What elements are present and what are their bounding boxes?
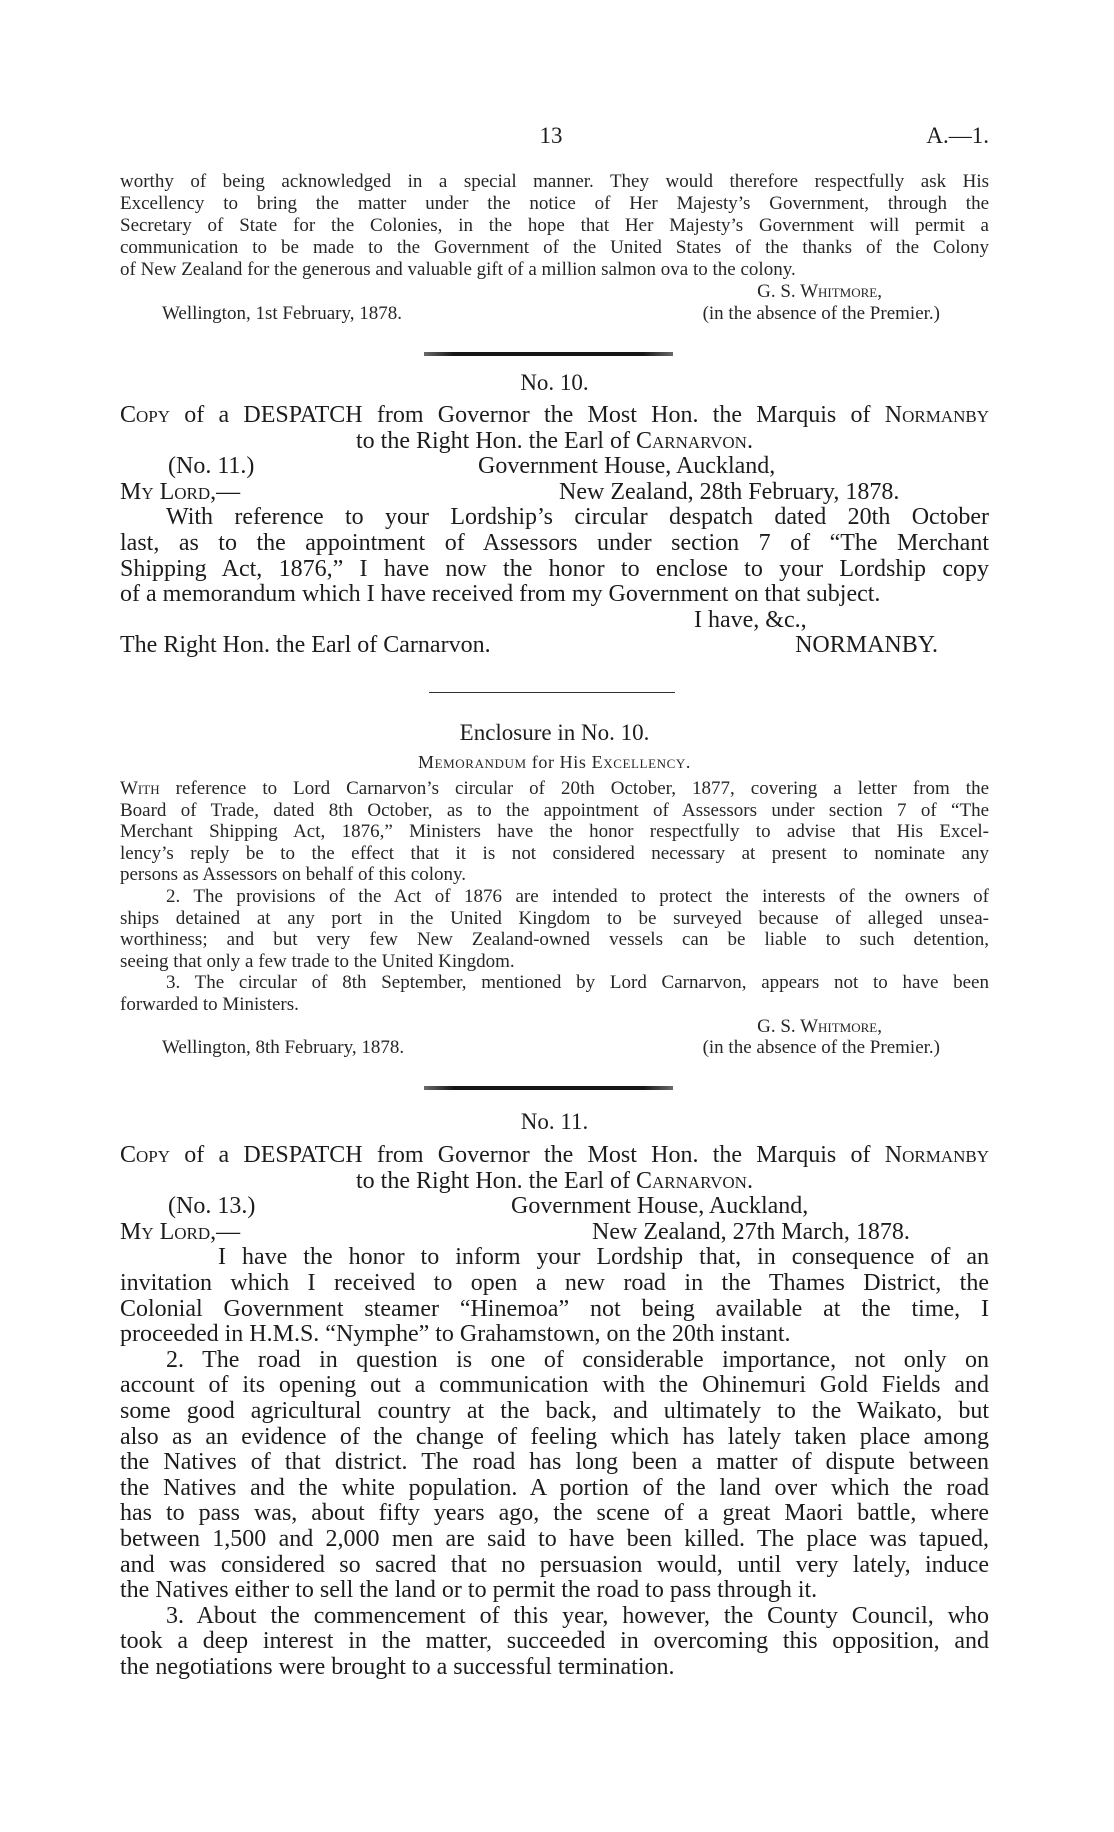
despatch-title-line bbox=[120, 1169, 989, 1195]
body-line: proceeded in H.M.S. “Nymphe” to Grahamstown, on the 20th instant. bbox=[120, 1321, 791, 1348]
memo-line: forwarded to Ministers. bbox=[120, 993, 299, 1015]
signatory-note: (in the absence of the Premier.) bbox=[702, 303, 940, 324]
despatch-title-line bbox=[120, 403, 989, 429]
body-line: 3. About the commencement of this year, however, the County Council, who bbox=[166, 1602, 989, 1629]
paper-code: A.—1. bbox=[926, 123, 989, 148]
body-line: invitation which I received to open a new road in the Thames District, the bbox=[120, 1269, 989, 1296]
memo-text: reference to Lord Carnarvon’s circular of 20th October, 1877, covering a letter from the bbox=[175, 778, 990, 799]
address-row bbox=[120, 454, 989, 480]
body-line: I have the honor to inform your Lordship that, in consequence of an bbox=[218, 1244, 989, 1271]
title-text: to the Right Hon. the Earl of bbox=[356, 1167, 630, 1194]
signature-name: G. S. Whitmore, bbox=[757, 281, 882, 302]
body-line: has to pass was, about fifty years ago, the scene of a great Maori battle, where bbox=[120, 1500, 989, 1527]
body-line: the negotiations were brought to a successful termination. bbox=[120, 1653, 675, 1680]
intro-line: communication to be made to the Government of the United States of the thanks of the Colony bbox=[120, 237, 989, 258]
body-line: Colonial Government steamer “Hinemoa” not being available at the time, I bbox=[120, 1295, 989, 1322]
place-date: Wellington, 8th February, 1878. bbox=[162, 1037, 405, 1059]
address-line: New Zealand, 27th March, 1878. bbox=[592, 1218, 910, 1245]
body-line: the Natives and the white population. A portion of the land over which the road bbox=[120, 1474, 989, 1501]
sender-name: Normanby bbox=[884, 402, 989, 428]
signature-row bbox=[120, 1016, 989, 1038]
memo-line bbox=[120, 778, 989, 800]
memo-lead-word: With bbox=[120, 778, 160, 799]
address-row bbox=[120, 1194, 989, 1220]
body-line: also as an evidence of the change of feeling which has lately taken place among bbox=[120, 1423, 989, 1450]
salutation-row bbox=[120, 480, 989, 506]
signature: NORMANBY. bbox=[795, 632, 938, 659]
despatch-title-line bbox=[120, 1143, 989, 1169]
recipient-name: Carnarvon. bbox=[635, 427, 753, 454]
closing: I have, &c., bbox=[694, 606, 807, 633]
body-line: 2. The road in question is one of considerable importance, not only on bbox=[166, 1346, 989, 1373]
address-line: Government House, Auckland, bbox=[511, 1193, 809, 1220]
despatch-ref: (No. 11.) bbox=[168, 453, 255, 480]
despatch-number: No. 11. bbox=[520, 1109, 589, 1134]
addressee: The Right Hon. the Earl of Carnarvon. bbox=[120, 632, 491, 659]
signatory-note: (in the absence of the Premier.) bbox=[702, 1037, 940, 1059]
despatch-number: No. 10. bbox=[520, 370, 589, 395]
intro-line: Secretary of State for the Colonies, in the hope that Her Majesty’s Government will permit a bbox=[120, 215, 989, 236]
address-line: New Zealand, 28th February, 1878. bbox=[559, 478, 900, 505]
memo-title-word: for His bbox=[531, 752, 587, 772]
memo-title-word: Excellency. bbox=[591, 752, 691, 772]
intro-paragraph bbox=[120, 171, 989, 325]
copy-label: Copy bbox=[120, 402, 171, 428]
memo-line: persons as Assessors on behalf of this colony. bbox=[120, 864, 467, 886]
body-line: between 1,500 and 2,000 men are said to have been killed. The place was tapued, bbox=[120, 1525, 989, 1552]
memorandum bbox=[120, 778, 989, 1059]
intro-line: worthy of being acknowledged in a special manner. They would therefore respectfully ask His bbox=[120, 171, 989, 192]
body-line: and was considered so sacred that no persuasion would, until very lately, induce bbox=[120, 1551, 989, 1578]
despatch-10 bbox=[120, 403, 989, 659]
body-line: the Natives either to sell the land or to permit the road to pass through it. bbox=[120, 1577, 818, 1604]
body-line: of a memorandum which I have received from my Government on that subject. bbox=[120, 581, 881, 608]
body-line: last, as to the appointment of Assessors under section 7 of “The Merchant bbox=[120, 529, 989, 556]
memo-line: 2. The provisions of the Act of 1876 are intended to protect the interests of the owners of bbox=[166, 885, 989, 907]
body-line: Shipping Act, 1876,” I have now the honor to enclose to your Lordship copy bbox=[120, 555, 989, 582]
recipient-name: Carnarvon. bbox=[635, 1167, 753, 1194]
salutation: My Lord,— bbox=[120, 1218, 241, 1245]
page-number: 13 bbox=[539, 123, 563, 148]
place-date-row bbox=[120, 303, 989, 325]
addressee-row bbox=[120, 633, 989, 659]
address-line: Government House, Auckland, bbox=[478, 453, 776, 480]
body-line: With reference to your Lordship’s circular despatch dated 20th October bbox=[166, 504, 989, 531]
despatch-11 bbox=[120, 1143, 989, 1680]
body-line: the Natives of that district. The road has long been a matter of dispute between bbox=[120, 1449, 989, 1476]
signature-row bbox=[120, 281, 989, 303]
memo-line: seeing that only a few trade to the United Kingdom. bbox=[120, 950, 515, 972]
intro-line: of New Zealand for the generous and valuable gift of a million salmon ova to the colony. bbox=[120, 259, 796, 280]
intro-line: Excellency to bring the matter under the notice of Her Majesty’s Government, through the bbox=[120, 193, 989, 214]
memo-line: 3. The circular of 8th September, mentioned by Lord Carnarvon, appears not to have been bbox=[166, 972, 989, 994]
memo-line: worthiness; and but very few New Zealand-owned vessels can be liable to such detention, bbox=[120, 929, 989, 951]
signature-name: G. S. Whitmore, bbox=[757, 1015, 882, 1037]
despatch-title-line bbox=[120, 429, 989, 455]
enclosure-heading: Enclosure in No. 10. bbox=[459, 720, 650, 745]
place-date-row bbox=[120, 1037, 989, 1059]
place-date: Wellington, 1st February, 1878. bbox=[162, 303, 402, 324]
body-line: some good agricultural country at the back, and ultimately to the Waikato, but bbox=[120, 1397, 989, 1424]
despatch-ref: (No. 13.) bbox=[168, 1193, 256, 1220]
memo-title-word: Memorandum bbox=[418, 752, 527, 772]
copy-label: Copy bbox=[120, 1142, 171, 1168]
memo-line: ships detained at any port in the United Kingdom to be surveyed because of alleged unsea- bbox=[120, 907, 989, 929]
memo-line: lency’s reply be to the effect that it is not considered necessary at present to nominate any bbox=[120, 842, 989, 864]
section-divider bbox=[424, 352, 673, 356]
closing-row bbox=[120, 608, 989, 634]
memo-line: Board of Trade, dated 8th October, as to the appointment of Assessors under section 7 of “The bbox=[120, 799, 989, 821]
title-text: to the Right Hon. the Earl of bbox=[356, 427, 630, 454]
section-divider bbox=[429, 692, 675, 693]
title-text: of a DESPATCH from Governor the Most Hon. the Marquis of bbox=[184, 402, 871, 428]
title-text: of a DESPATCH from Governor the Most Hon. the Marquis of bbox=[184, 1142, 871, 1168]
salutation: My Lord,— bbox=[120, 478, 241, 505]
salutation-row bbox=[120, 1220, 989, 1246]
memo-title bbox=[120, 751, 989, 773]
sender-name: Normanby bbox=[884, 1142, 989, 1168]
memo-line: Merchant Shipping Act, 1876,” Ministers have the honor respectfully to advise that His Excel- bbox=[120, 821, 989, 843]
section-divider bbox=[424, 1086, 673, 1090]
body-line: took a deep interest in the matter, succeeded in overcoming this opposition, and bbox=[120, 1628, 989, 1655]
body-line: account of its opening out a communication with the Ohinemuri Gold Fields and bbox=[120, 1372, 989, 1399]
